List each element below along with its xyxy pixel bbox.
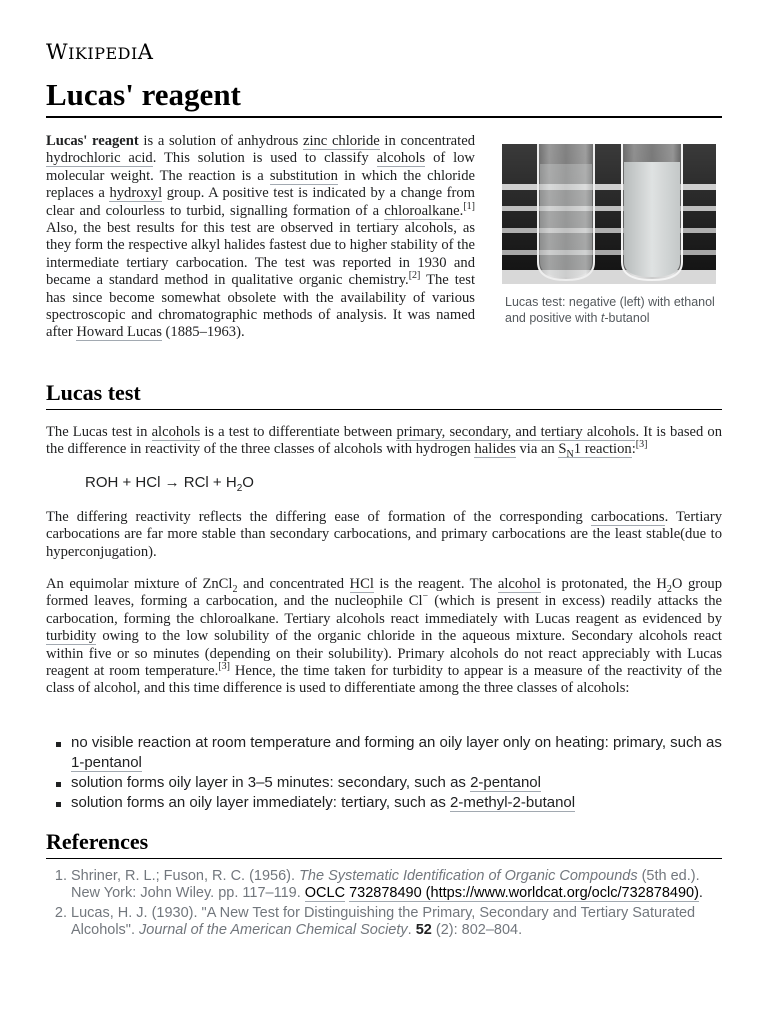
link-halides[interactable]: halides	[474, 441, 516, 458]
link-2-methyl-2-butanol[interactable]: 2-methyl-2-butanol	[450, 794, 576, 811]
lucas-test-figure	[502, 144, 718, 326]
list-item: no visible reaction at room temperature and forming an oily layer only on heating: primary, such as 1-pentanol	[71, 734, 722, 771]
link-hydroxyl[interactable]: hydroxyl	[109, 185, 163, 202]
list-item: solution forms an oily layer immediately: tertiary, such as 2-methyl-2-butanol	[71, 793, 722, 813]
figure-caption: Lucas test: negative (left) with ethanol and positive with t-butanol	[505, 295, 715, 325]
reaction-equation: ROH + HCl → RCl + $H_2O$	[85, 474, 254, 494]
link-zinc-chloride[interactable]: zinc chloride	[302, 133, 380, 149]
link-carbocations[interactable]: carbocations	[590, 509, 665, 525]
lucas-test-paragraph-3: An equimolar mixture of ZnCl$_2$ and concentrated HCl is the reagent. The alcohol is protonated, the $H_2O$ group formed leaves, forming a carbocation, and the nucleophile Cl− (which is present in excess) readily attacks the carbocation, forming the chloroalkane. Tertiary alcohols react immediately with Lucas reagent as evidenced by turbidity owing to the low solubility of the organic chloride in the aqueous mixture. Secondary alcohols react within five or so minutes (depending on their solubility). Primary alcohols do not react appreciably with Lucas reagent at room temperature.[3] Hence, the time taken for turbidity to appear is a measure of the reactivity of the class of alcohol, and this time difference is used to differentiate among the three classes of alcohols:	[46, 576, 722, 697]
link-primary-secondary-tertiary[interactable]: primary, secondary, and tertiary alcohols	[396, 424, 636, 440]
references-list	[46, 868, 722, 942]
reference-item: 1. Shriner, R. L.; Fuson, R. C. (1956). The Systematic Identification of Organic Compounds (5th ed.). New York: John Wiley. pp. 117–119. OCLC 732878490 (https://www.worldcat.org/oclc/732878490).	[71, 868, 722, 902]
link-turbidity[interactable]: turbidity	[46, 628, 97, 645]
section-heading-lucas-test: Lucas test	[46, 380, 722, 410]
ref-3[interactable]: [3]	[635, 439, 648, 451]
link-1-pentanol[interactable]: 1-pentanol	[71, 754, 142, 771]
ref-1[interactable]: [1]	[463, 200, 475, 212]
link-oclc[interactable]: OCLC	[304, 885, 346, 901]
section-heading-references: References	[46, 829, 722, 859]
intro-paragraph: Lucas' reagent is a solution of anhydrous zinc chloride in concentrated hydrochloric acid. This solution is used to classify alcohols of low molecular weight. The reaction is a substitution in which the chloride replaces a hydroxyl group. A positive test is indicated by a change from clear and colourless to turbid, signalling formation of a chloroalkane.[1] Also, the best results for this test are observed in tertiary alcohols, as they form the respective alkyl halides fastest due to higher stability of the intermediate tertiary carbocation. The test was reported in 1930 and became a standard method in qualitative organic chemistry.[2] The test has since become somewhat obsolete with the availability of various spectroscopic and chromatographic methods of analysis. It was named after Howard Lucas (1885–1963).	[46, 133, 475, 341]
wikipedia-logo[interactable]: WIKIPEDIA	[46, 40, 154, 64]
ref-3b[interactable]: [3]	[218, 661, 230, 673]
link-hydrochloric-acid[interactable]: hydrochloric acid	[46, 150, 153, 167]
link-howard-lucas[interactable]: Howard Lucas	[76, 324, 162, 341]
link-alcohol[interactable]: alcohol	[497, 576, 541, 592]
link-alcohols-2[interactable]: alcohols	[151, 424, 201, 440]
link-substitution[interactable]: substitution	[269, 167, 338, 184]
link-chloroalkane[interactable]: chloroalkane	[384, 202, 460, 219]
lucas-test-paragraph-2: The differing reactivity reflects the differing ease of formation of the corresponding carbocations. Tertiary carbocations are far more stable than secondary carbocations, and primary carbocations are the least stable(due to hyperconjugation).	[46, 509, 723, 560]
reference-item: 2. Lucas, H. J. (1930). "A New Test for Distinguishing the Primary, Secondary and Tertiary Saturated Alcohols". Journal of the American Chemical Society. 52 (2): 802–804.	[71, 905, 722, 939]
lucas-test-paragraph-1: The Lucas test in alcohols is a test to differentiate between primary, secondary, and tertiary alcohols. It is based on the difference in reactivity of the three classes of alcohols with hydrogen halides via an $S_N1$ reaction:[3]	[46, 424, 722, 461]
link-hcl[interactable]: HCl	[349, 576, 374, 592]
alcohol-classes-list	[46, 733, 722, 813]
page-title: Lucas' reagent	[46, 78, 722, 118]
link-worldcat[interactable]: 732878490 (https://www.worldcat.org/oclc/732878490)	[349, 885, 699, 901]
test-tubes-photo[interactable]	[502, 144, 716, 284]
ref-2[interactable]: [2]	[408, 270, 421, 282]
link-2-pentanol[interactable]: 2-pentanol	[470, 774, 541, 791]
link-sn1-reaction[interactable]: $S_N1$ reaction	[558, 441, 632, 461]
list-item: solution forms oily layer in 3–5 minutes: secondary, such as 2-pentanol	[71, 773, 722, 793]
test-tubes-image	[502, 144, 716, 284]
link-alcohols[interactable]: alcohols	[376, 150, 426, 167]
